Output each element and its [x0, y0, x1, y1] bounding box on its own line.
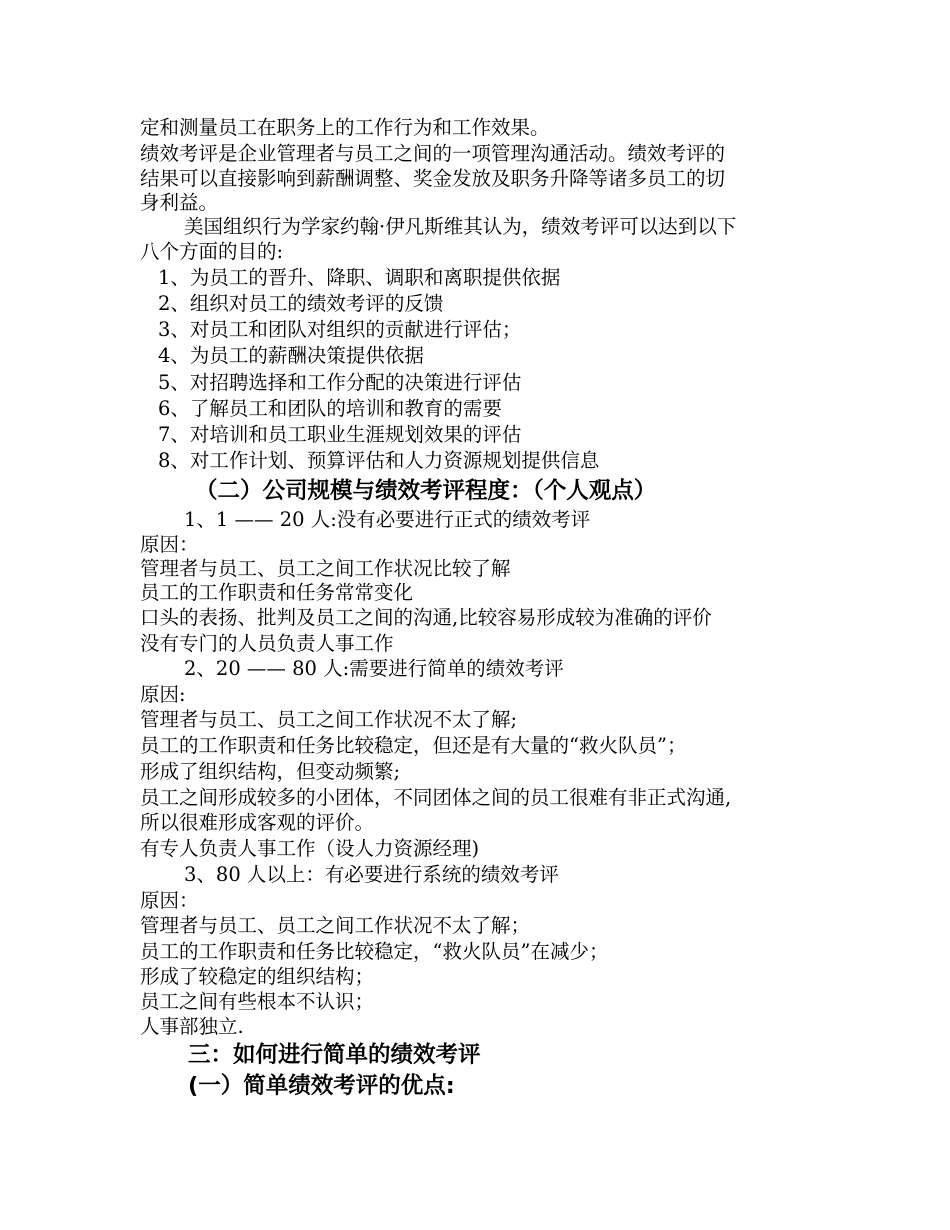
section-heading: (一）简单绩效考评的优点:	[188, 1073, 455, 1099]
section-heading: 三：如何进行简单的绩效考评	[188, 1042, 481, 1068]
paragraph-line: 3、80 人以上：有必要进行系统的绩效考评	[184, 863, 559, 886]
paragraph-line: 员工之间有些根本不认识；	[140, 990, 375, 1013]
paragraph-line: 员工的工作职责和任务比较稳定，但还是有大量的“救火队员”；	[140, 734, 687, 757]
list-item: 5、对招聘选择和工作分配的决策进行评估	[158, 371, 522, 394]
list-item: 3、对员工和团队对组织的贡献进行评估；	[158, 318, 522, 341]
list-item: 6、了解员工和团队的培训和教育的需要	[158, 397, 502, 420]
paragraph-line: 1、1 —— 20 人:没有必要进行正式的绩效考评	[184, 508, 591, 531]
paragraph-line: 员工的工作职责和任务比较稳定，“救火队员”在减少；	[140, 940, 609, 963]
paragraph-line: 员工之间形成较多的小团体，不同团体之间的员工很难有非正式沟通,	[140, 786, 732, 809]
paragraph-line: 八个方面的目的:	[140, 240, 284, 263]
paragraph-line: 形成了组织结构，但变动频繁;	[140, 760, 401, 783]
list-item: 4、为员工的薪酬决策提供依据	[158, 344, 424, 367]
list-item: 7、对培训和员工职业生涯规划效果的评估	[158, 423, 522, 446]
paragraph-line: 身利益。	[140, 191, 219, 214]
paragraph-line: 有专人负责人事工作（设人力资源经理)	[140, 837, 480, 860]
paragraph-line: 2、20 —— 80 人:需要进行简单的绩效考评	[184, 657, 564, 680]
list-item: 1、为员工的晋升、降职、调职和离职提供依据	[158, 266, 561, 289]
paragraph-line: 管理者与员工、员工之间工作状况比较了解	[140, 557, 511, 580]
paragraph-line: 口头的表扬、批判及员工之间的沟通,比较容易形成较为准确的评价	[140, 606, 712, 629]
list-item: 2、组织对员工的绩效考评的反馈	[158, 292, 444, 315]
paragraph-line: 没有专门的人员负责人事工作	[140, 632, 394, 655]
paragraph-line: 定和测量员工在职务上的工作行为和工作效果。	[140, 116, 550, 139]
paragraph-line: 人事部独立.	[140, 1015, 244, 1038]
paragraph-line: 原因:	[140, 683, 186, 706]
paragraph-line: 原因：	[140, 889, 199, 912]
paragraph-line: 原因：	[140, 533, 199, 556]
paragraph-line: 员工的工作职责和任务常常变化	[140, 581, 414, 604]
paragraph-line: 形成了较稳定的组织结构；	[140, 965, 375, 988]
paragraph-line: 所以很难形成客观的评价。	[140, 811, 375, 834]
list-item: 8、对工作计划、预算评估和人力资源规划提供信息	[158, 449, 600, 472]
paragraph-line: 美国组织行为学家约翰·伊凡斯维其认为，绩效考评可以达到以下	[184, 215, 737, 238]
section-heading: （二）公司规模与绩效考评程度：（个人观点）	[195, 478, 657, 504]
paragraph-line: 结果可以直接影响到薪酬调整、奖金发放及职务升降等诸多员工的切	[140, 167, 726, 190]
paragraph-line: 绩效考评是企业管理者与员工之间的一项管理沟通活动。绩效考评的	[140, 142, 726, 165]
paragraph-line: 管理者与员工、员工之间工作状况不太了解;	[140, 708, 518, 731]
paragraph-line: 管理者与员工、员工之间工作状况不太了解；	[140, 914, 531, 937]
